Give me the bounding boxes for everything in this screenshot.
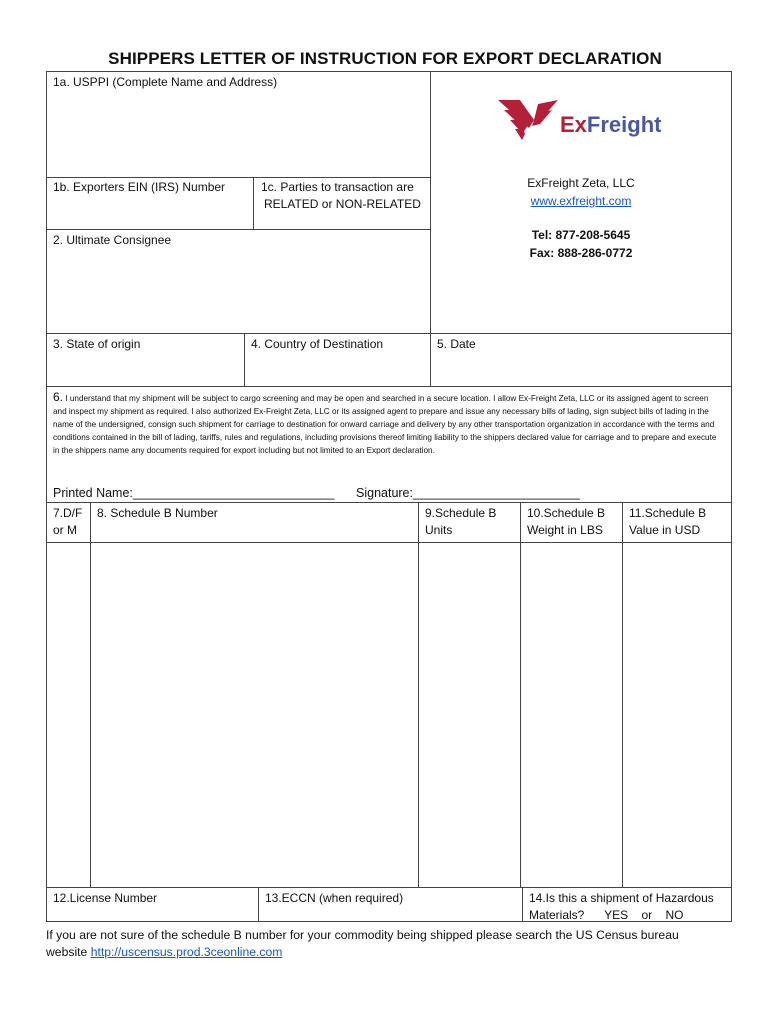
divider-v-3 bbox=[244, 333, 245, 387]
divider-h-3 bbox=[46, 386, 732, 387]
cell-schedule-b-number[interactable] bbox=[91, 543, 418, 887]
cell-value[interactable] bbox=[623, 543, 731, 887]
col11-line1: 11.Schedule B bbox=[629, 506, 707, 520]
hazardous-question bbox=[529, 890, 714, 924]
country-dest-label: 4. Country of Destination bbox=[251, 337, 384, 351]
divider-v-1b bbox=[253, 177, 254, 229]
divider-h-1b bbox=[46, 229, 431, 230]
col9-line2: Units bbox=[425, 523, 453, 537]
col-df-line1: 7.D/F bbox=[53, 506, 83, 520]
wings-icon bbox=[498, 98, 560, 142]
uspp-field[interactable] bbox=[48, 92, 428, 174]
company-tel: Tel: 877-208-5645 bbox=[531, 228, 631, 242]
cell-units[interactable] bbox=[419, 543, 520, 887]
logo-wordmark bbox=[560, 112, 661, 138]
col-schedule-b-units-header bbox=[425, 505, 496, 539]
col11-line2: Value in USD bbox=[629, 523, 701, 537]
license-number-label: 12.License Number bbox=[53, 891, 158, 905]
col9-line1: 9.Schedule B bbox=[425, 506, 497, 520]
parties-label-line1: 1c. Parties to transaction are bbox=[261, 180, 414, 194]
date-label: 5. Date bbox=[437, 337, 476, 351]
state-origin-label: 3. State of origin bbox=[53, 337, 141, 351]
table-bottom bbox=[46, 887, 732, 888]
uspp-label: 1a. USPPI (Complete Name and Address) bbox=[53, 75, 278, 89]
table-top-line bbox=[46, 502, 732, 503]
logo-freight: Freight bbox=[586, 112, 662, 137]
col-df-header bbox=[53, 505, 82, 539]
logo-ex: Ex bbox=[560, 112, 587, 137]
eccn-label: 13.ECCN (when required) bbox=[265, 891, 404, 905]
statement-block bbox=[53, 391, 721, 457]
bottom-col-line-1 bbox=[258, 887, 259, 922]
col-weight-header bbox=[527, 505, 605, 539]
statement-number: 6. bbox=[53, 390, 64, 404]
col-df-line2: or M bbox=[53, 523, 77, 537]
signature-line[interactable]: Signature:________________________ bbox=[356, 486, 580, 500]
statement-text: I understand that my shipment will be subject to cargo screening and may be open and searched in a secure location. I allow Ex-Freight Zeta, LLC or its assigned agent to screen and inspect my shipment as required. I also authorized Ex-Freight Zeta, LLC or its assigned agent to prepare and issue any necessary bills of lading, sign subject bills of lading in the name of the undersigned, consign such shipment for carriage to destination for onward carriage and delivery by any other transportation organization in accordance with the terms and conditions contained in the bill of lading, tariffs, rules and regulations, including provisions thereof limiting liability to the shippers declared value for carriage and to prepare and execute in the shippers name any documents required for export including but not limited to an Export declaration. bbox=[53, 394, 717, 455]
consignee-label: 2. Ultimate Consignee bbox=[53, 233, 172, 247]
hazard-line1: 14.Is this a shipment of Hazardous bbox=[529, 891, 714, 905]
company-website-link[interactable]: www.exfreight.com bbox=[530, 194, 632, 208]
cell-df[interactable] bbox=[47, 543, 90, 887]
cell-weight[interactable] bbox=[521, 543, 622, 887]
col10-line1: 10.Schedule B bbox=[527, 506, 606, 520]
outer-border-top bbox=[46, 71, 732, 72]
census-link[interactable]: http://uscensus.prod.3ceonline.com bbox=[90, 945, 283, 959]
bottom-col-line-2 bbox=[522, 887, 523, 922]
parties-label-line2[interactable]: RELATED or NON-RELATED bbox=[264, 197, 421, 211]
divider-h-2 bbox=[46, 333, 732, 334]
footer-note bbox=[46, 927, 756, 961]
divider-h-1a bbox=[46, 177, 431, 178]
col-value-header bbox=[629, 505, 706, 539]
ein-label: 1b. Exporters EIN (IRS) Number bbox=[53, 180, 226, 194]
footer-line1: If you are not sure of the schedule B number for your commodity being shipped please search the US Census bureau bbox=[46, 928, 679, 942]
company-fax: Fax: 888-286-0772 bbox=[529, 246, 633, 260]
page-title: SHIPPERS LETTER OF INSTRUCTION FOR EXPORT DECLARATION bbox=[108, 49, 662, 68]
exfreight-logo bbox=[498, 98, 673, 144]
col-schedule-b-number-header: 8. Schedule B Number bbox=[97, 506, 218, 520]
footer-line2 bbox=[46, 944, 756, 961]
company-name: ExFreight Zeta, LLC bbox=[527, 176, 635, 190]
col10-line2: Weight in LBS bbox=[527, 523, 603, 537]
printed-name-line[interactable]: Printed Name:_____________________________ bbox=[53, 486, 335, 500]
hazard-line2[interactable]: Materials? YES or NO bbox=[529, 908, 684, 922]
footer-prefix: website bbox=[46, 945, 91, 959]
